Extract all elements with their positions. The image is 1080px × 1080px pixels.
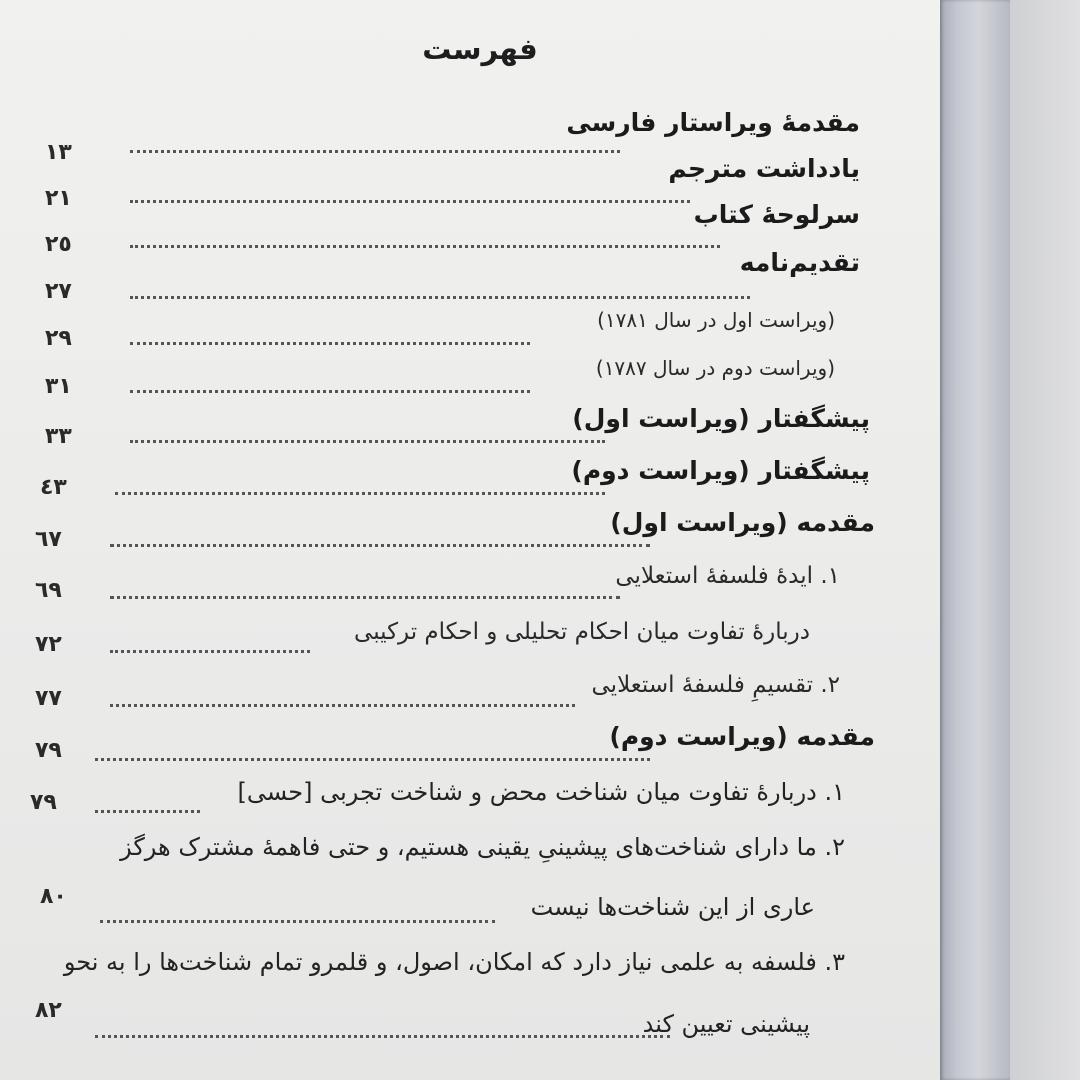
toc-leader xyxy=(110,544,650,547)
toc-page-number: ٨٢ xyxy=(35,998,62,1023)
toc-page-number: ٦٧ xyxy=(35,527,62,552)
toc-entry-title-line: ٢. ما دارای شناخت‌های پیشینیِ یقینی هستیم، و حتی فاهمهٔ مشترک هرگز xyxy=(120,833,845,861)
toc-leader xyxy=(115,492,605,495)
toc-page-number: ٨٠ xyxy=(40,884,67,909)
toc-page-number: ١٣ xyxy=(45,140,72,165)
toc-page-number: ٧٩ xyxy=(30,790,57,815)
toc-page-number: ٢٧ xyxy=(45,279,72,304)
toc-page-number: ٣٣ xyxy=(45,424,72,449)
toc-leader xyxy=(130,200,690,203)
toc-leader xyxy=(95,810,200,813)
toc-entry-title: (ویراست دوم در سال ١٧٨٧) xyxy=(595,356,835,380)
toc-leader xyxy=(110,650,310,653)
toc-leader xyxy=(130,440,605,443)
toc-entry-title-line: پیشینی تعیین کند xyxy=(642,1010,810,1038)
toc-page-number: ٧٧ xyxy=(35,686,62,711)
toc-entry-title: ١. ایدهٔ فلسفهٔ استعلایی xyxy=(615,563,840,589)
book-spine-edge xyxy=(940,0,1010,1080)
toc-entry-title: مقدمه (ویراست اول) xyxy=(610,508,875,537)
toc-entry-title: تقدیم‌نامه xyxy=(739,248,860,277)
toc-leader xyxy=(130,342,530,345)
toc-entry-title: یادداشت مترجم xyxy=(668,154,860,183)
toc-entry-title: پیشگفتار (ویراست دوم) xyxy=(571,456,870,485)
toc-leader xyxy=(95,1035,670,1038)
toc-leader xyxy=(110,704,575,707)
background-surface xyxy=(1010,0,1080,1080)
toc-entry-title: سرلوحهٔ کتاب xyxy=(693,200,860,229)
toc-entry-title: مقدمه (ویراست دوم) xyxy=(609,722,875,751)
toc-heading: فهرست xyxy=(422,32,538,66)
toc-leader xyxy=(130,390,530,393)
toc-leader xyxy=(130,245,720,248)
toc-entry-title: ١. دربارهٔ تفاوت میان شناخت محض و شناخت تجربی [حسی] xyxy=(237,778,845,806)
toc-page-number: ٣١ xyxy=(45,374,72,399)
toc-entry-title-line: عاری از این شناخت‌ها نیست xyxy=(530,893,815,921)
toc-leader xyxy=(110,596,620,599)
toc-leader xyxy=(130,296,750,299)
toc-page-number: ٢٥ xyxy=(45,232,72,257)
toc-entry-title: مقدمهٔ ویراستار فارسی xyxy=(566,108,860,137)
toc-page-number: ٤٣ xyxy=(40,475,67,500)
toc-page-number: ٦٩ xyxy=(35,578,62,603)
toc-entry-title: پیشگفتار (ویراست اول) xyxy=(572,404,870,433)
toc-entry-title-line: ٣. فلسفه به علمی نیاز دارد که امکان، اصول، و قلمرو تمام شناخت‌ها را به نحو xyxy=(63,948,845,976)
toc-page-number: ٧٩ xyxy=(35,738,62,763)
toc-entry-title: (ویراست اول در سال ١٧٨١) xyxy=(597,308,835,332)
toc-entry-title: ٢. تقسیمِ فلسفهٔ استعلایی xyxy=(591,672,840,698)
toc-leader xyxy=(95,758,650,761)
toc-entry-title: دربارهٔ تفاوت میان احکام تحلیلی و احکام ترکیبی xyxy=(354,619,810,645)
toc-page-number: ٢٩ xyxy=(45,326,72,351)
toc-leader xyxy=(130,150,620,153)
toc-leader xyxy=(100,920,495,923)
toc-page-number: ٧٢ xyxy=(35,632,62,657)
toc-page-number: ٢١ xyxy=(45,186,72,211)
